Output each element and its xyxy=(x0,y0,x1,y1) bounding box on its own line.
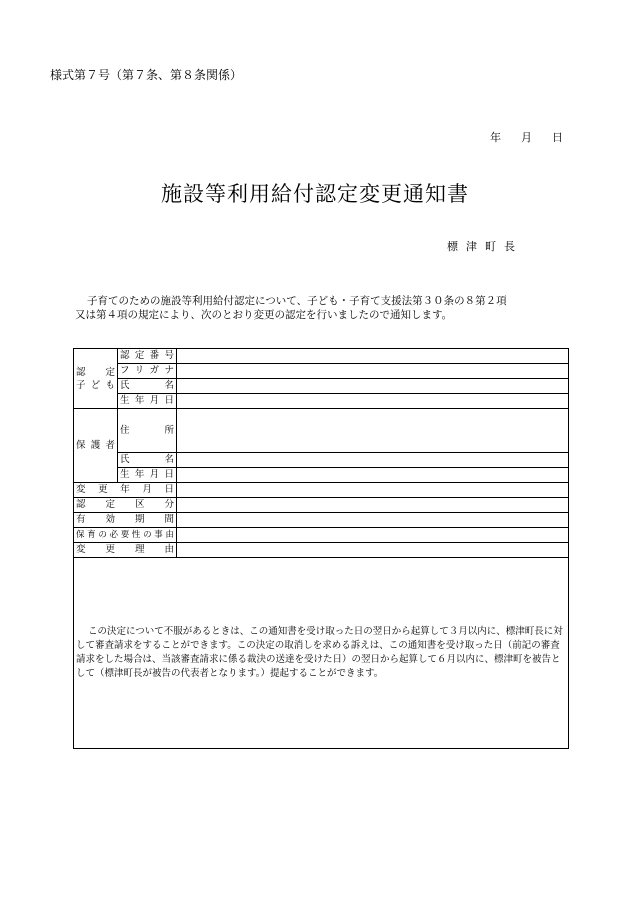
appeal-notice-text: この決定について不服があるときは、この通知書を受け取った日の翌日から起算して３月以内に、標津町長に対して審査請求をすることができます。この決定の取消しを求める訴えは、この通知書を受け取った日（前記の審査請求をした場合は、当該審査請求に係る裁決の送達を受けた日）の翌日から起算して６月以内に、標津町を被告として（標津町長が被告の代表者となります。）提起することができます。 xyxy=(76,626,563,679)
notice-form-table xyxy=(73,348,569,749)
table-row xyxy=(74,394,569,409)
row-label-cert-number: 認定番号 xyxy=(118,349,177,364)
value-valid-period[interactable] xyxy=(177,513,569,528)
value-furigana[interactable] xyxy=(177,364,569,379)
date-line xyxy=(490,129,563,145)
table-row xyxy=(74,528,569,543)
row-label-address: 住所 xyxy=(118,409,177,453)
date-day: 日 xyxy=(552,131,563,144)
row-label-guardian-birthdate: 生年月日 xyxy=(118,468,177,483)
table-row xyxy=(74,498,569,513)
intro-text xyxy=(75,294,570,322)
value-child-birthdate[interactable] xyxy=(177,394,569,409)
row-label-change-reason: 変更理由 xyxy=(74,543,177,558)
value-change-reason[interactable] xyxy=(177,543,569,558)
page-title: 施設等利用給付認定変更通知書 xyxy=(161,182,469,206)
intro-line-1: 子育てのための施設等利用給付認定について、子ども・子育て支援法第３０条の８第２項 xyxy=(87,295,507,307)
appeal-notice xyxy=(74,558,569,749)
table-row xyxy=(74,513,569,528)
table-row xyxy=(74,364,569,379)
row-label-cert-category: 認定区分 xyxy=(74,498,177,513)
row-label-change-date: 変更年月日 xyxy=(74,483,177,498)
child-header-line-2: 子 ど も xyxy=(76,379,115,391)
intro-line-2: 又は第４項の規定により、次のとおり変更の認定を行いましたので通知します。 xyxy=(75,309,453,321)
table-row xyxy=(74,409,569,453)
value-care-reason[interactable] xyxy=(177,528,569,543)
row-label-guardian-name: 氏名 xyxy=(118,453,177,468)
value-address[interactable] xyxy=(177,409,569,453)
child-header-line-1: 認 定 xyxy=(76,366,115,378)
table-row xyxy=(74,468,569,483)
row-label-child-birthdate: 生年月日 xyxy=(118,394,177,409)
table-row xyxy=(74,349,569,364)
table-row xyxy=(74,483,569,498)
value-guardian-name[interactable] xyxy=(177,453,569,468)
value-cert-number[interactable] xyxy=(177,349,569,364)
guardian-header: 保護者 xyxy=(74,409,118,483)
child-header xyxy=(74,349,118,409)
row-label-valid-period: 有効期間 xyxy=(74,513,177,528)
table-row xyxy=(74,453,569,468)
form-number: 様式第７号（第７条、第８条関係） xyxy=(50,68,243,82)
value-change-date[interactable] xyxy=(177,483,569,498)
row-label-child-name: 氏名 xyxy=(118,379,177,394)
value-cert-category[interactable] xyxy=(177,498,569,513)
issuer: 標津町長 xyxy=(447,240,523,253)
table-row xyxy=(74,543,569,558)
value-child-name[interactable] xyxy=(177,379,569,394)
table-row xyxy=(74,558,569,749)
table-row xyxy=(74,379,569,394)
date-month: 月 xyxy=(521,131,532,144)
row-label-furigana: フリガナ xyxy=(118,364,177,379)
date-year: 年 xyxy=(490,131,501,144)
value-guardian-birthdate[interactable] xyxy=(177,468,569,483)
row-label-care-reason: 保育の必要性の事由 xyxy=(74,528,177,543)
